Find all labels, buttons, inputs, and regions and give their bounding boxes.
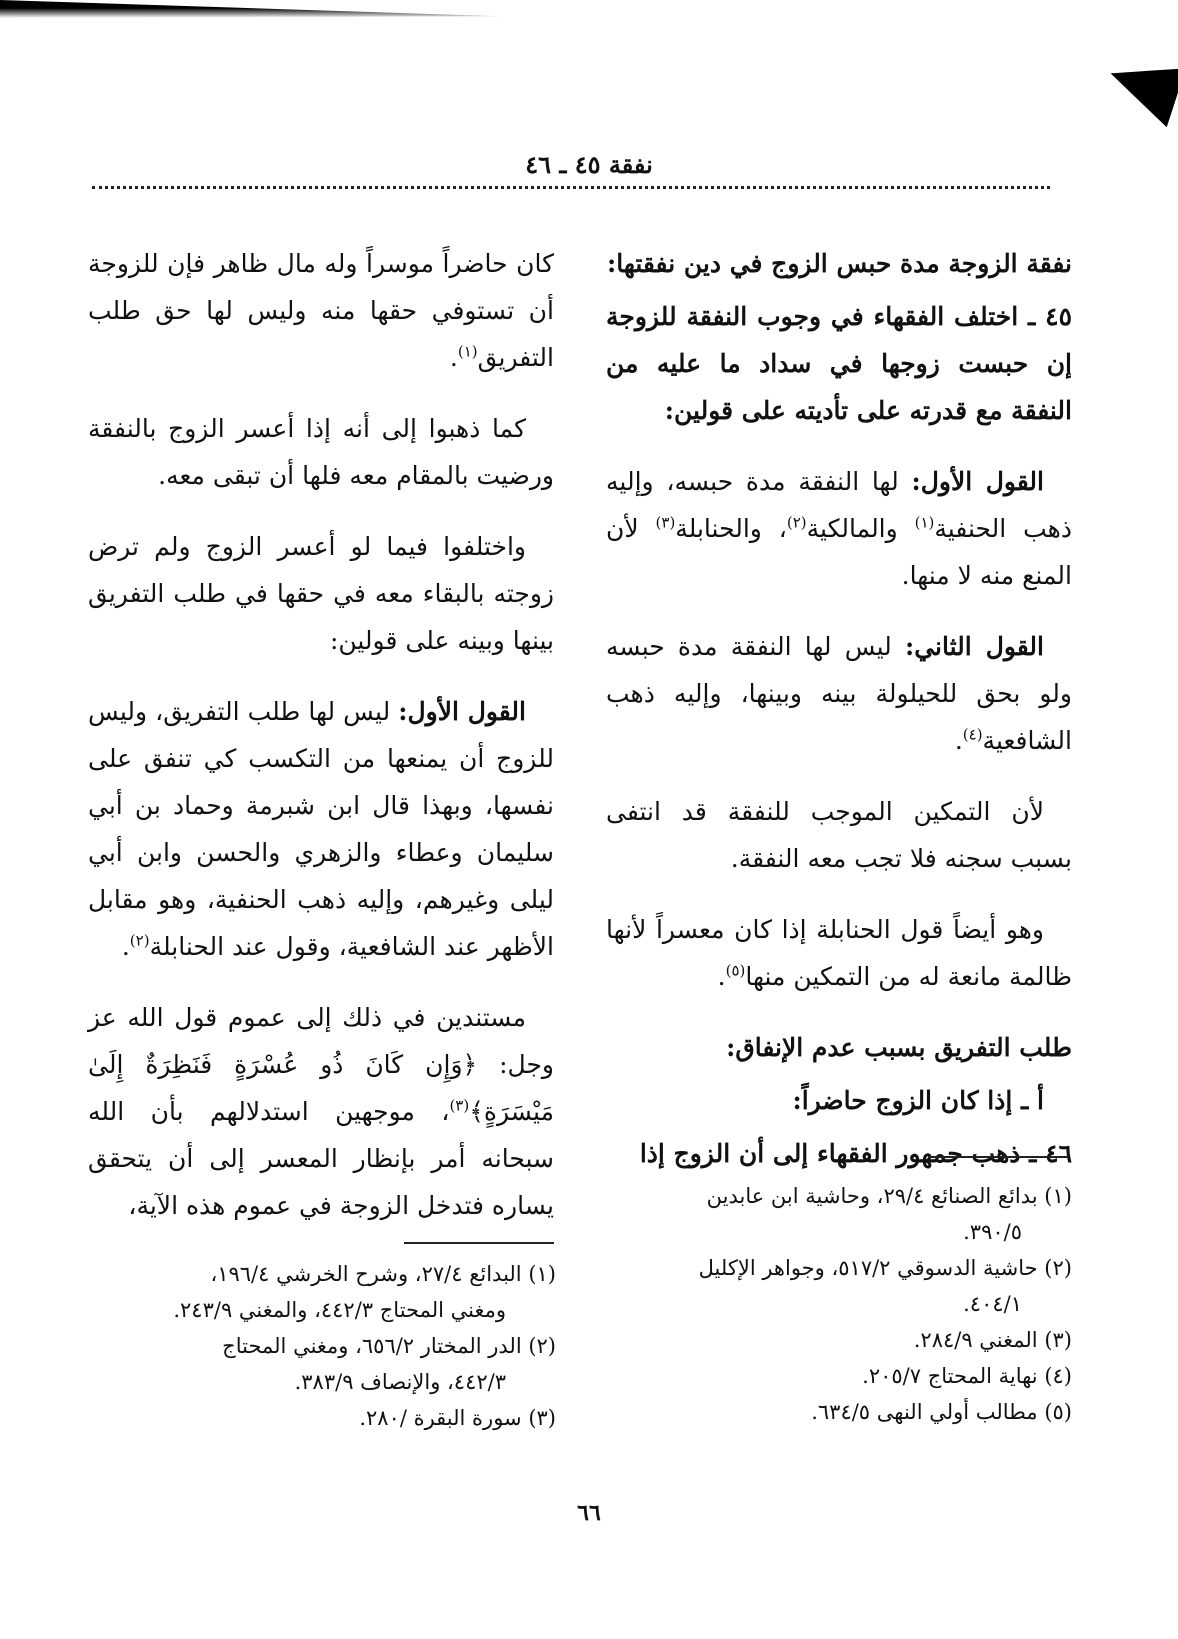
footnotes-right: [602, 1178, 1072, 1430]
footnote-item: (٣) سورة البقرة /٢٨٠.: [359, 1406, 556, 1430]
opinion-text: ليس لها طلب التفريق، وليس للزوج أن يمنعها من التكسب كي تنفق على نفسها، وبهذا قال ابن شبرمة وحماد بن أبي سليمان وعطاء والزهري والحسن وابن أبي ليلى وغيرهم، وإليه ذهب الحنفية، وهو مقابل الأظهر عند الشافعية، وقول عند الحنابلة: [88, 697, 554, 961]
corner-mark: [1100, 47, 1178, 128]
footnote-ref[interactable]: (١): [914, 513, 935, 532]
page-number: ٦٦: [577, 1500, 601, 1526]
continuation-paragraph: [88, 240, 554, 381]
subsection-heading: أ ـ إذا كان الزوج حاضراً:: [792, 1086, 1044, 1115]
footnote-ref[interactable]: (٥): [725, 961, 746, 980]
footnote-continuation: ٤٤٢/٣، والإنصاف ٣٨٣/٩.: [294, 1370, 506, 1394]
footnote-item: (١) بدائع الصنائع ٢٩/٤، وحاشية ابن عابدين: [706, 1184, 1072, 1208]
scan-edge-artifact: [0, 0, 500, 18]
section-heading: طلب التفريق بسبب عدم الإنفاق:: [726, 1033, 1072, 1062]
opinion-text: والمالكية: [806, 514, 915, 543]
opinion-text: لها النفقة مدة حبسه، وإليه ذهب الحنفية: [606, 467, 1072, 543]
footnote-item: (٥) مطالب أولي النهى ٦٣٤/٥.: [811, 1400, 1072, 1424]
paragraph-45: ٤٥ ـ اختلف الفقهاء في وجوب النفقة للزوجة إن حبست زوجها في سداد ما عليه من النفقة مع قدرته على تأديته على قولين:: [606, 302, 1072, 425]
footnote-item: (١) البدائع ٢٧/٤، وشرح الخرشي ١٩٦/٤،: [210, 1262, 556, 1286]
left-column: [88, 240, 554, 1253]
opinion-text: .: [121, 932, 130, 961]
footnote-ref[interactable]: (١): [457, 342, 478, 361]
paragraph-46: ٤٦ ـ ذهب جمهور الفقهاء إلى أن الزوج إذا: [639, 1139, 1072, 1168]
footnote-ref[interactable]: (٣): [449, 1096, 470, 1115]
paragraph-text: .: [717, 962, 726, 991]
reason-paragraph: لأن التمكين الموجب للنفقة قد انتفى بسبب سجنه فلا تجب معه النفقة.: [606, 797, 1072, 873]
second-opinion: [606, 623, 1072, 764]
paragraph-text: ، موجهين استدلالهم بأن الله سبحانه أمر بإنظار المعسر إلى أن يتحقق يساره فتدخل الزوجة في عموم هذه الآية،: [88, 1097, 554, 1220]
paragraph: واختلفوا فيما لو أعسر الزوج ولم ترض زوجته بالبقاء معه في حقها في طلب التفريق بينها وبينه على قولين:: [88, 532, 554, 655]
evidence-paragraph: [88, 994, 554, 1229]
footnote-continuation: ومغني المحتاج ٤٤٢/٣، والمغني ٢٤٣/٩.: [173, 1298, 506, 1322]
paragraph-text: كان حاضراً موسراً وله مال ظاهر فإن للزوجة أن تستوفي حقها منه وليس لها حق طلب التفريق: [88, 249, 554, 372]
opinion-label: القول الأول:: [398, 697, 526, 726]
opinion-text: لأن المنع منه لا منها.: [606, 514, 1072, 590]
paragraph-text: .: [449, 343, 458, 372]
dotted-divider: [92, 186, 1050, 191]
paragraph: كما ذهبوا إلى أنه إذا أعسر الزوج بالنفقة ورضيت بالمقام معه فلها أن تبقى معه.: [88, 414, 554, 490]
footnotes-left: [86, 1256, 556, 1436]
opinion-text: ، والحنابلة: [675, 514, 787, 543]
paragraph-text: وهو أيضاً قول الحنابلة إذا كان معسراً لأنها ظالمة مانعة له من التمكين منها: [606, 915, 1072, 991]
first-opinion: [606, 458, 1072, 599]
footnote-ref[interactable]: (٢): [129, 931, 150, 950]
quran-verse: ﴿وَإِن كَانَ ذُو عُسْرَةٍ فَنَظِرَةٌ إِلَىٰ مَيْسَرَةٍ﴾: [88, 1050, 554, 1126]
footnote-continuation: ٣٩٠/٥.: [963, 1220, 1022, 1244]
footnote-ref[interactable]: (٣): [655, 513, 676, 532]
opinion-text: ليس لها النفقة مدة حبسه ولو بحق للحيلولة بينه وبينها، وإليه ذهب الشافعية: [606, 632, 1072, 755]
footnote-item: (٣) المغني ٢٨٤/٩.: [913, 1328, 1072, 1352]
opinion-label: القول الأول:: [911, 467, 1044, 496]
footnote-continuation: ٤٠٤/١.: [963, 1292, 1022, 1316]
opinion-label: القول الثاني:: [904, 632, 1044, 661]
opinion-text: .: [954, 726, 963, 755]
footnote-item: (٤) نهاية المحتاج ٢٠٥/٧.: [862, 1364, 1072, 1388]
footnote-ref[interactable]: (٤): [962, 725, 983, 744]
footnote-ref[interactable]: (٢): [786, 513, 807, 532]
hanabila-paragraph: [606, 906, 1072, 1000]
footnote-rule: [928, 1156, 1068, 1158]
footnote-rule: [404, 1242, 554, 1244]
running-header: نفقة ٤٥ ـ ٤٦: [525, 150, 653, 179]
right-column: [606, 240, 1072, 1201]
paragraph-text: مستندين في ذلك إلى عموم قول الله عز وجل:: [88, 1003, 554, 1079]
section-heading: نفقة الزوجة مدة حبس الزوج في دين نفقتها:: [607, 249, 1072, 278]
footnote-item: (٢) حاشية الدسوقي ٥١٧/٢، وجواهر الإكليل: [698, 1256, 1072, 1280]
footnote-item: (٢) الدر المختار ٦٥٦/٢، ومغني المحتاج: [222, 1334, 556, 1358]
first-opinion: [88, 688, 554, 970]
